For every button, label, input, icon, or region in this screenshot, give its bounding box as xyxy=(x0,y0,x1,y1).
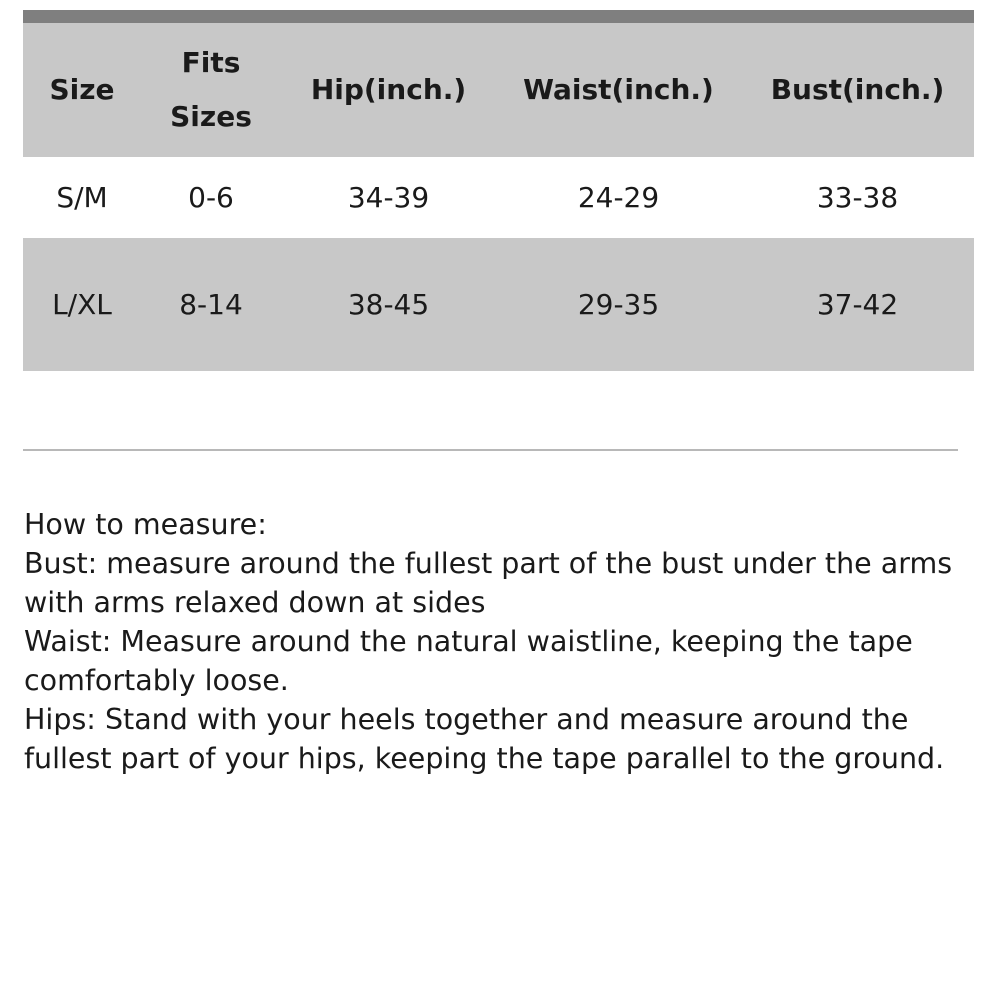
header-fits-sizes xyxy=(141,36,281,144)
instruction-hips: Hips: Stand with your heels together and measure around the fullest part of your hips, keeping the tape parallel to the ground. xyxy=(24,703,945,775)
cell-size: L/XL xyxy=(52,288,112,321)
cell-waist: 29-35 xyxy=(577,288,660,321)
instruction-waist: Waist: Measure around the natural waistline, keeping the tape comfortably loose. xyxy=(24,625,913,697)
header-fits-line2: Sizes xyxy=(170,100,252,133)
cell-fits-sizes: 0-6 xyxy=(188,181,234,214)
table-row xyxy=(23,157,974,238)
cell-fits-sizes: 8-14 xyxy=(179,288,243,321)
header-bust: Bust(inch.) xyxy=(770,73,945,106)
instructions-heading: How to measure: xyxy=(24,508,267,541)
header-hip: Hip(inch.) xyxy=(310,73,467,106)
cell-hip: 38-45 xyxy=(347,288,430,321)
header-fits-line1: Fits xyxy=(181,46,241,79)
table-top-bar xyxy=(23,10,974,23)
instruction-bust: Bust: measure around the fullest part of the bust under the arms with arms relaxed down at sides xyxy=(24,547,953,619)
cell-bust: 37-42 xyxy=(816,288,899,321)
cell-bust: 33-38 xyxy=(816,181,899,214)
header-waist: Waist(inch.) xyxy=(523,73,714,106)
cell-size: S/M xyxy=(56,181,108,214)
section-divider xyxy=(23,449,958,451)
measuring-instructions xyxy=(24,505,974,778)
table-header-row xyxy=(23,23,974,157)
size-chart-table xyxy=(23,10,974,371)
cell-hip: 34-39 xyxy=(347,181,430,214)
table-row xyxy=(23,238,974,371)
cell-waist: 24-29 xyxy=(577,181,660,214)
header-size: Size xyxy=(49,73,115,106)
